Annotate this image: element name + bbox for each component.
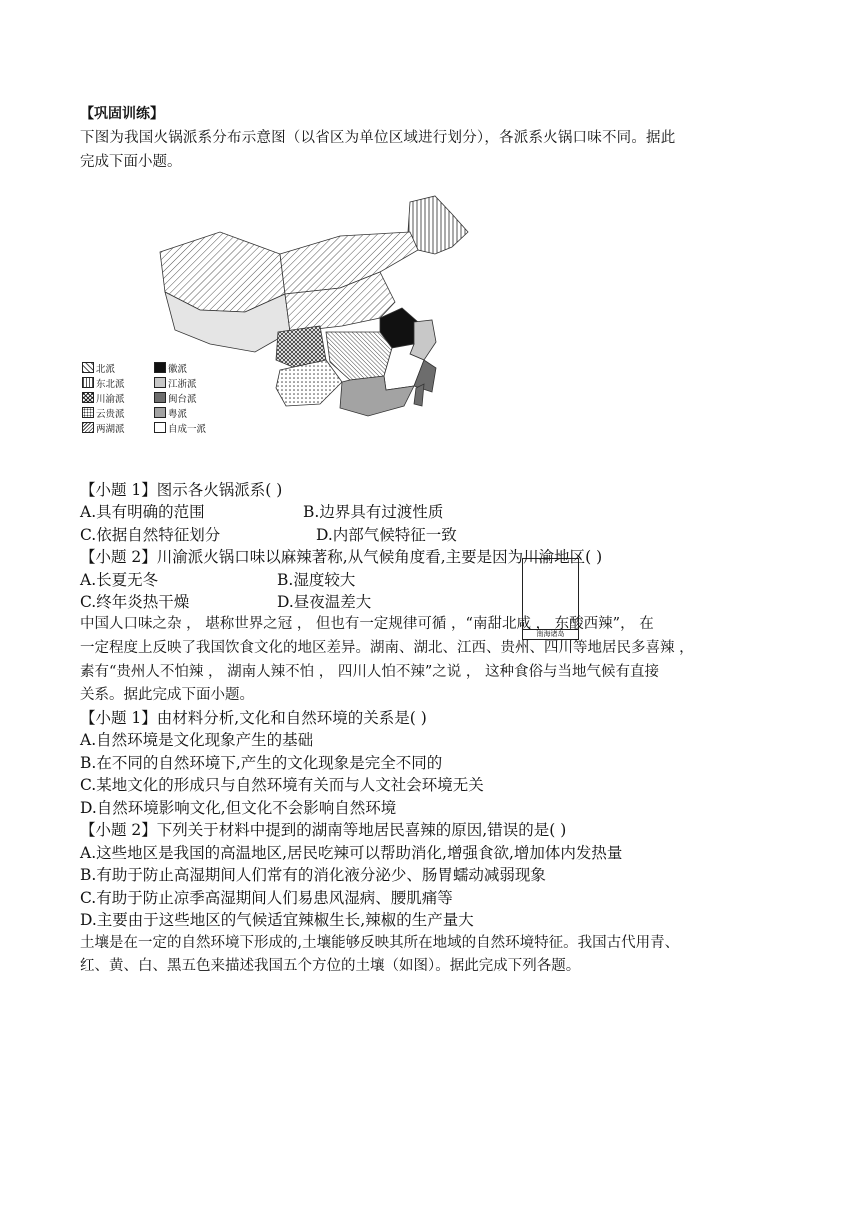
intro-line-1: 下图为我国火锅派系分布示意图（以省区为单位区域进行划分），各派系火锅口味不同。据此 <box>80 130 676 146</box>
legend-label: 自成一派 <box>168 424 207 435</box>
legend-label: 北派 <box>96 364 116 375</box>
legend-item-huipai <box>154 362 187 374</box>
legend-item-beipai <box>82 362 115 374</box>
legend-item-jiangzhepai <box>154 377 197 389</box>
passage3-line-1: 土壤是在一定的自然环境下形成的,土壤能够反映其所在地域的自然环境特征。我国古代用青、 <box>80 935 680 951</box>
legend-item-chuanyupai <box>82 392 125 404</box>
legend-item-dongbeipai <box>82 377 125 389</box>
q3-option-c[interactable]: C.某地文化的形成只与自然环境有关而与人文社会环境无关 <box>80 776 484 794</box>
q1-option-b[interactable]: B.边界具有过渡性质 <box>303 503 444 521</box>
region-yungui <box>276 360 342 406</box>
legend-label: 江浙派 <box>168 379 197 390</box>
legend-item-yungui <box>82 407 125 419</box>
china-map <box>80 192 500 454</box>
pattern-swatch-icon <box>82 392 94 403</box>
legend-item-yuepai <box>154 407 187 419</box>
pattern-swatch-icon <box>82 362 94 373</box>
q1-option-d[interactable]: D.内部气候特征一致 <box>316 526 457 544</box>
legend-label: 川渝派 <box>96 394 125 405</box>
intro-line-2: 完成下面小题。 <box>80 154 182 170</box>
pattern-swatch-icon <box>82 422 94 433</box>
legend-item-lianghupai <box>82 422 125 434</box>
inset-label: 南海诸岛 <box>523 629 578 639</box>
q4-option-d[interactable]: D.主要由于这些地区的气候适宜辣椒生长,辣椒的生产量大 <box>80 911 474 929</box>
pattern-swatch-icon <box>154 392 166 403</box>
q2-option-a[interactable]: A.长夏无冬 <box>80 571 159 589</box>
q2-option-c[interactable]: C.终年炎热干燥 <box>80 593 190 611</box>
legend-label: 云贵派 <box>96 409 125 420</box>
q3-option-d[interactable]: D.自然环境影响文化,但文化不会影响自然环境 <box>80 799 397 817</box>
passage2-line-3: 素有“贵州人不怕辣 ， 湖南人辣不怕 ， 四川人怕不辣”之说 ， 这种食俗与当地气候有直接 <box>80 664 659 680</box>
legend-label: 闽台派 <box>168 394 197 405</box>
pattern-swatch-icon <box>154 377 166 388</box>
pattern-swatch-icon <box>82 377 94 388</box>
q2-stem: 【小题 2】川渝派火锅口味以麻辣著称,从气候角度看,主要是因为川渝地区( ) <box>80 548 603 566</box>
pattern-swatch-icon <box>154 407 166 418</box>
region-lianghu <box>326 332 392 380</box>
section-heading: 【巩固训练】 <box>80 106 164 122</box>
passage2-line-1: 中国人口味之杂 ， 堪称世界之冠 ， 但也有一定规律可循 ，“南甜北咸 ， 东酸西辣”， 在 <box>80 616 654 632</box>
pattern-swatch-icon <box>82 407 94 418</box>
q4-option-a[interactable]: A.这些地区是我国的高温地区,居民吃辣可以帮助消化,增强食欲,增加体内发热量 <box>80 844 623 862</box>
q2-option-d[interactable]: D.昼夜温差大 <box>277 593 372 611</box>
legend-label: 两湖派 <box>96 424 125 435</box>
passage3-line-2: 红、黄、白、黑五色来描述我国五个方位的土壤（如图）。据此完成下列各题。 <box>80 958 581 974</box>
passage2-line-4: 关系。据此完成下面小题。 <box>80 687 254 703</box>
legend-label: 粤派 <box>168 409 188 420</box>
q1-option-a[interactable]: A.具有明确的范围 <box>80 503 205 521</box>
legend-label: 徽派 <box>168 364 188 375</box>
q4-option-c[interactable]: C.有助于防止凉季高湿期间人们易患风湿病、腰肌痛等 <box>80 889 453 907</box>
q2-option-b[interactable]: B.湿度较大 <box>277 571 356 589</box>
region-taiwan <box>414 384 424 406</box>
q4-stem: 【小题 2】下列关于材料中提到的湖南等地居民喜辣的原因,错误的是( ) <box>80 821 567 839</box>
legend-label: 东北派 <box>96 379 125 390</box>
region-northeast <box>408 196 468 254</box>
pattern-swatch-icon <box>154 422 166 433</box>
q3-stem: 【小题 1】由材料分析,文化和自然环境的关系是( ) <box>80 709 427 727</box>
legend-item-zichengyipai <box>154 422 206 434</box>
q1-stem: 【小题 1】图示各火锅派系( ) <box>80 481 283 499</box>
q1-option-c[interactable]: C.依据自然特征划分 <box>80 526 221 544</box>
region-jiangzhe <box>410 320 436 360</box>
q3-option-a[interactable]: A.自然环境是文化现象产生的基础 <box>80 731 314 749</box>
q4-option-b[interactable]: B.有助于防止高湿期间人们常有的消化液分泌少、肠胃蠕动减弱现象 <box>80 866 546 884</box>
q3-option-b[interactable]: B.在不同的自然环境下,产生的文化现象是完全不同的 <box>80 754 443 772</box>
passage2-line-2: 一定程度上反映了我国饮食文化的地区差异。湖南、湖北、江西、贵州、四川等地居民多喜辣 ， <box>80 640 694 656</box>
pattern-swatch-icon <box>154 362 166 373</box>
legend-item-mintaipai <box>154 392 197 404</box>
